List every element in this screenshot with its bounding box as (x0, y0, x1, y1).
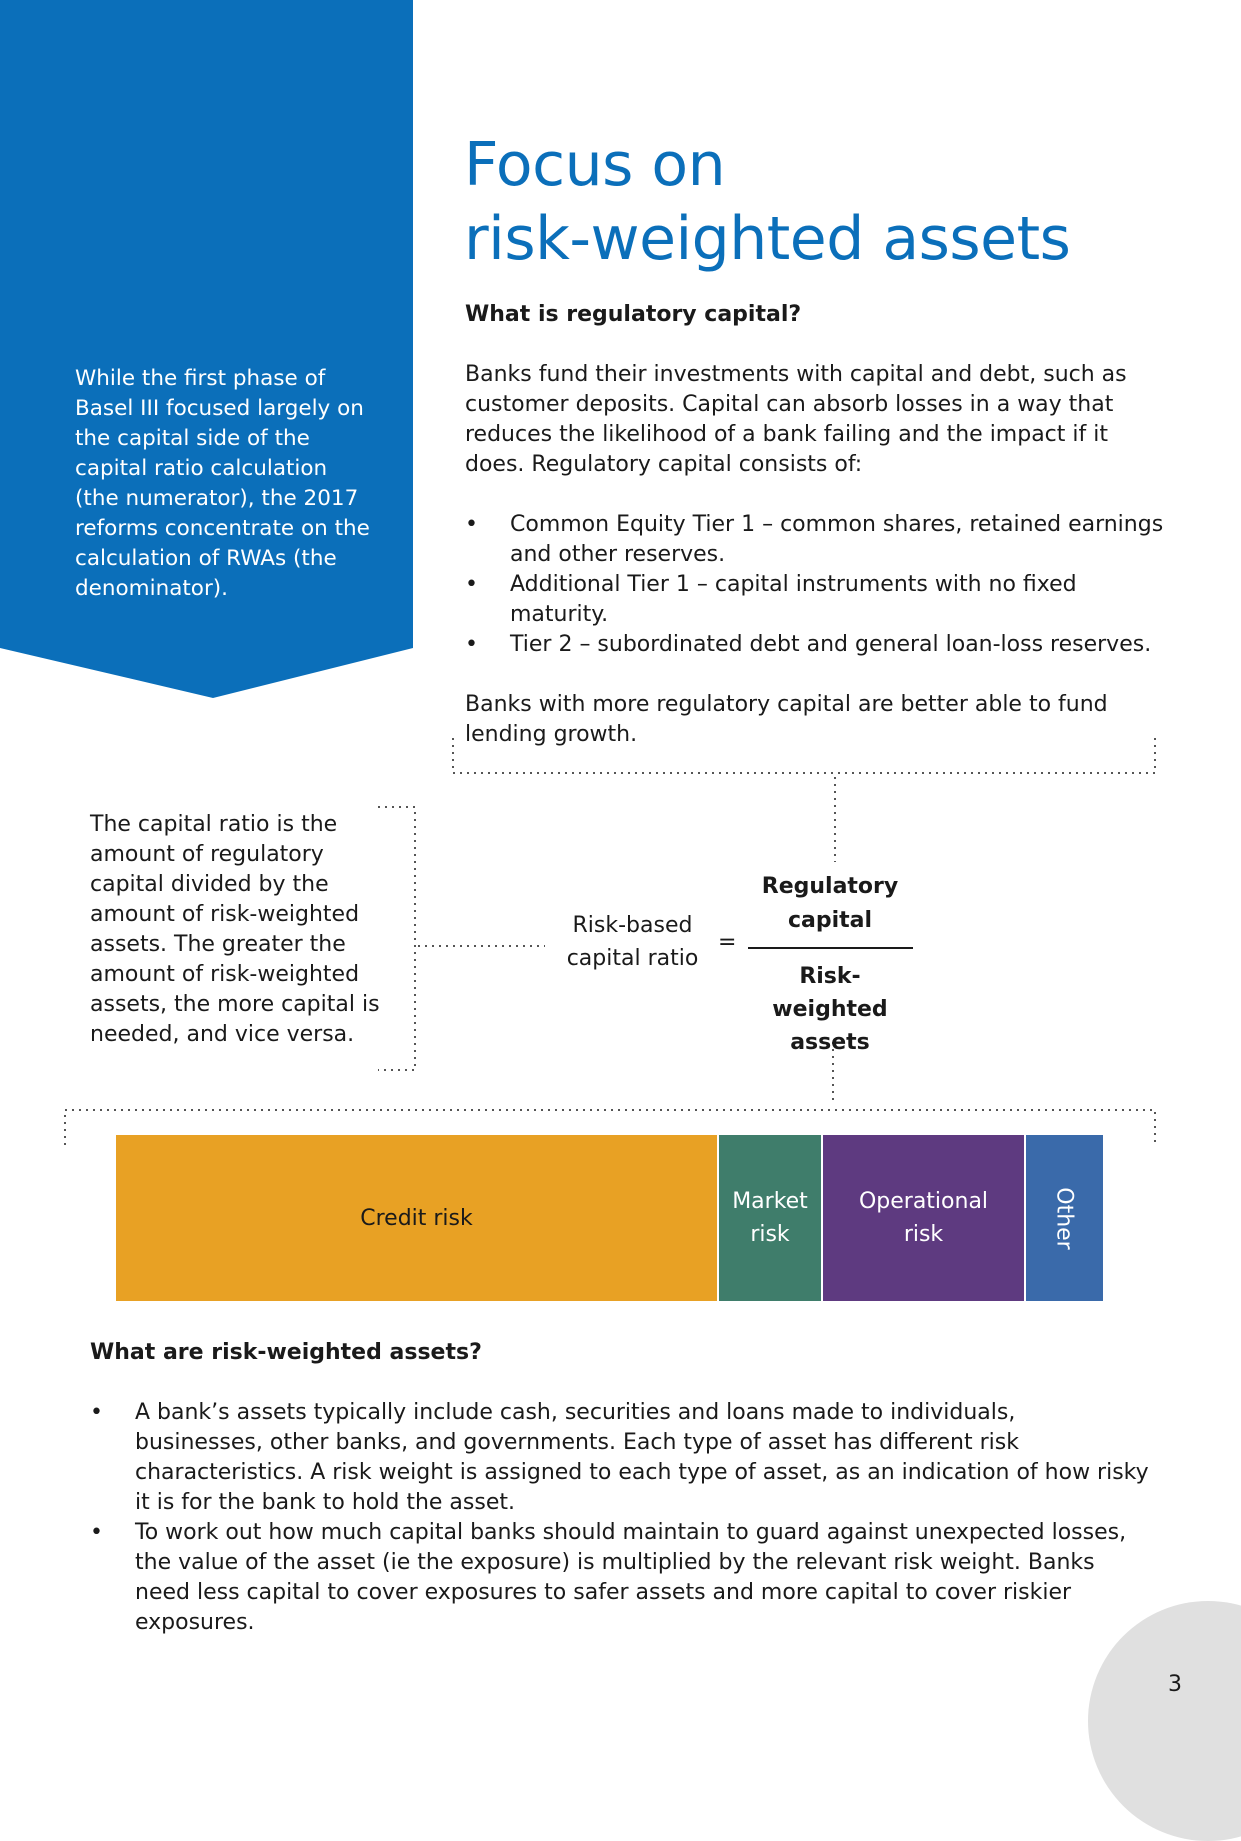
list-item: • To work out how much capital banks should maintain to guard against unexpected losses, the value of the asset (ie the exposure) is multiplied by the relevant risk weight. Banks need less capital to cover exposures to safer assets and more capital to cover riskier exposures. (90, 1518, 1150, 1638)
list-item: • Additional Tier 1 – capital instruments with no fixed maturity. (465, 570, 1175, 630)
regulatory-capital-heading: What is regulatory capital? (465, 302, 802, 327)
credit-risk-segment (116, 1135, 719, 1301)
page-title-line-1: Focus on (464, 130, 726, 200)
market-risk-label-line-1: Market (732, 1189, 808, 1214)
formula-label-line-2: capital ratio (566, 946, 699, 971)
page-number: 3 (1168, 1672, 1182, 1697)
section-bracket (453, 738, 1155, 773)
formula-numerator-line-1: Regulatory (761, 874, 899, 899)
formula-denominator-line-1: Risk-weighted (772, 964, 888, 1022)
credit-risk-label: Credit risk (360, 1205, 473, 1231)
operational-risk-label-line-1: Operational (858, 1189, 989, 1214)
page-title-line-2: risk-weighted assets (464, 204, 1071, 274)
other-risk-segment (1026, 1135, 1103, 1301)
formula-numerator (745, 870, 915, 938)
regulatory-capital-paragraph: Banks fund their investments with capital and debt, such as customer deposits. Capital can absorb losses in a way that reduces the likelihood of a bank failing and the impact if it does. Regulatory capital consists of: (465, 362, 1127, 477)
formula-numerator-line-2: capital (787, 908, 873, 933)
operational-risk-segment (823, 1135, 1026, 1301)
list-item: • Common Equity Tier 1 – common shares, retained earnings and other reserves. (465, 510, 1175, 570)
list-item: • A bank’s assets typically include cash, securities and loans made to individuals, businesses, other banks, and governments. Each type of asset has different risk characteristics. A risk weight is assigned to each type of asset, as an indication of how risky it is for the bank to hold the asset. (90, 1398, 1150, 1518)
market-risk-segment (719, 1135, 823, 1301)
list-item: • Tier 2 – subordinated debt and general loan-loss reserves. (465, 630, 1175, 660)
fraction-line (748, 947, 913, 949)
other-risk-label: Other (1052, 1186, 1077, 1250)
formula-denominator-line-2: assets (790, 1030, 870, 1055)
sidebar-note: While the first phase of Basel III focused largely on the capital side of the capital ratio calculation (the numerator), the 2017 reforms concentrate on the calculation of RWAs (the denominator). (75, 366, 370, 601)
formula-equals: = (718, 930, 737, 955)
capital-ratio-note: The capital ratio is the amount of regulatory capital divided by the amount of risk-weighted assets. The greater the amount of risk-weighted assets, the more capital is needed, and vice versa. (90, 812, 380, 1047)
formula-label-line-1: Risk-based (572, 913, 693, 938)
risk-weighted-assets-list (90, 1398, 1150, 1638)
regulatory-capital-conclusion: Banks with more regulatory capital are better able to fund lending growth. (465, 692, 1108, 747)
market-risk-label-line-2: risk (750, 1222, 790, 1247)
operational-risk-label-line-2: risk (903, 1222, 944, 1247)
formula-denominator (745, 960, 915, 1059)
risk-weighted-assets-heading: What are risk-weighted assets? (90, 1340, 482, 1365)
formula-label (555, 909, 710, 975)
rwa-composition-bar (116, 1135, 1103, 1301)
